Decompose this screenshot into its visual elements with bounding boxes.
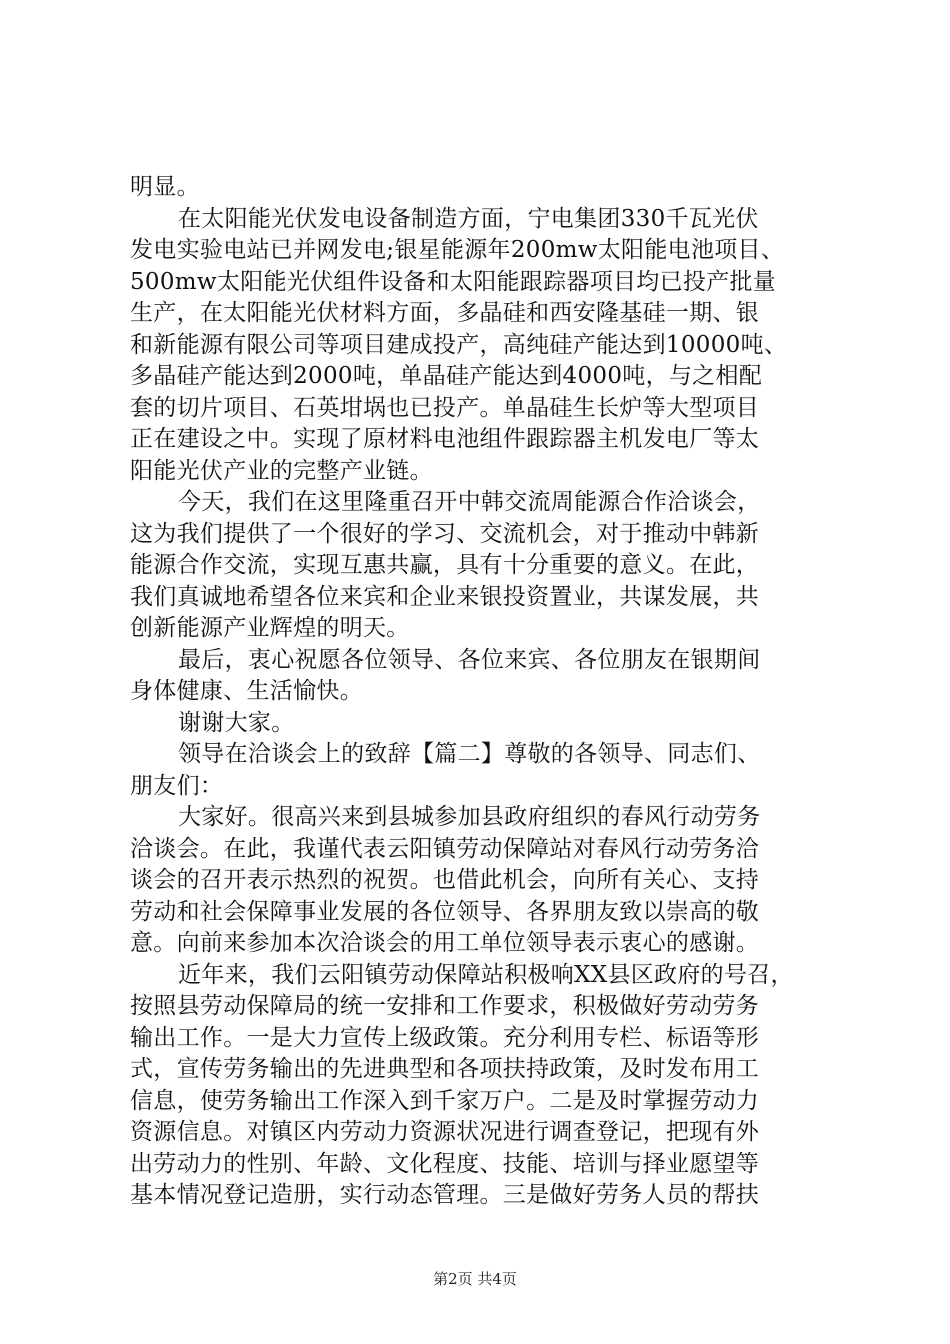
page-footer xyxy=(0,1268,950,1289)
text-line: 明显。 xyxy=(130,174,200,200)
text-line: 多晶硅产能达到2000吨，单晶硅产能达到4000吨，与之相配 xyxy=(130,363,763,389)
text-line: 今天，我们在这里隆重召开中韩交流周能源合作洽谈会， xyxy=(178,489,761,515)
text-line: 发电实验电站已并网发电;银星能源年200mw太阳能电池项目、 xyxy=(130,237,785,263)
text-line: 最后，衷心祝愿各位领导、各位来宾、各位朋友在银期间 xyxy=(178,646,761,673)
document-body xyxy=(130,172,830,1212)
text-line: 基本情况登记造册，实行动态管理。三是做好劳务人员的帮扶 xyxy=(130,1182,760,1208)
page-number: 第2页 共4页 xyxy=(433,1270,517,1288)
text-line: 谢谢大家。 xyxy=(178,709,295,736)
text-line: 谈会的召开表示热烈的祝贺。也借此机会，向所有关心、支持 xyxy=(130,867,760,893)
text-line: 生产，在太阳能光伏材料方面，多晶硅和西安隆基硅一期、银 xyxy=(130,300,760,326)
text-line: 创新能源产业辉煌的明天。 xyxy=(130,615,410,641)
text-line: 式，宣传劳务输出的先进典型和各项扶持政策，及时发布用工 xyxy=(130,1056,760,1082)
text-line: 阳能光伏产业的完整产业链。 xyxy=(130,457,433,484)
text-line: 资源信息。对镇区内劳动力资源状况进行调查登记，把现有外 xyxy=(130,1119,760,1145)
text-line: 能源合作交流，实现互惠共赢，具有十分重要的意义。在此， xyxy=(130,552,760,578)
text-line: 朋友们： xyxy=(130,772,224,799)
text-line: 领导在洽谈会上的致辞【篇二】尊敬的各领导、同志们、 xyxy=(178,741,761,767)
text-line: 意。向前来参加本次洽谈会的用工单位领导表示衷心的感谢。 xyxy=(130,930,760,956)
text-line: 我们真诚地希望各位来宾和企业来银投资置业，共谋发展，共 xyxy=(130,583,760,610)
text-line: 套的切片项目、石英坩埚也已投产。单晶硅生长炉等大型项目 xyxy=(130,394,760,421)
text-line: 劳动和社会保障事业发展的各位领导、各界朋友致以崇高的敬 xyxy=(130,898,760,925)
text-line: 按照县劳动保障局的统一安排和工作要求，积极做好劳动劳务 xyxy=(130,993,760,1019)
text-line: 正在建设之中。实现了原材料电池组件跟踪器主机发电厂等太 xyxy=(130,426,760,452)
text-line: 近年来，我们云阳镇劳动保障站积极响XX县区政府的号召， xyxy=(178,961,794,988)
text-line: 输出工作。一是大力宣传上级政策。充分利用专栏、标语等形 xyxy=(130,1024,760,1051)
text-line: 500mw太阳能光伏组件设备和太阳能跟踪器项目均已投产批量 xyxy=(130,268,777,295)
text-line: 和新能源有限公司等项目建成投产，高纯硅产能达到10000吨、 xyxy=(130,331,788,358)
text-line: 大家好。很高兴来到县城参加县政府组织的春风行动劳务 xyxy=(178,804,761,830)
text-line: 在太阳能光伏发电设备制造方面，宁电集团330千瓦光伏 xyxy=(178,205,759,232)
text-line: 信息，使劳务输出工作深入到千家万户。二是及时掌握劳动力 xyxy=(130,1087,760,1114)
text-line: 洽谈会。在此，我谨代表云阳镇劳动保障站对春风行动劳务洽 xyxy=(130,835,760,862)
text-line: 这为我们提供了一个很好的学习、交流机会，对于推动中韩新 xyxy=(130,520,760,547)
text-line: 出劳动力的性别、年龄、文化程度、技能、培训与择业愿望等 xyxy=(130,1150,760,1177)
text-line: 身体健康、生活愉快。 xyxy=(130,678,363,704)
